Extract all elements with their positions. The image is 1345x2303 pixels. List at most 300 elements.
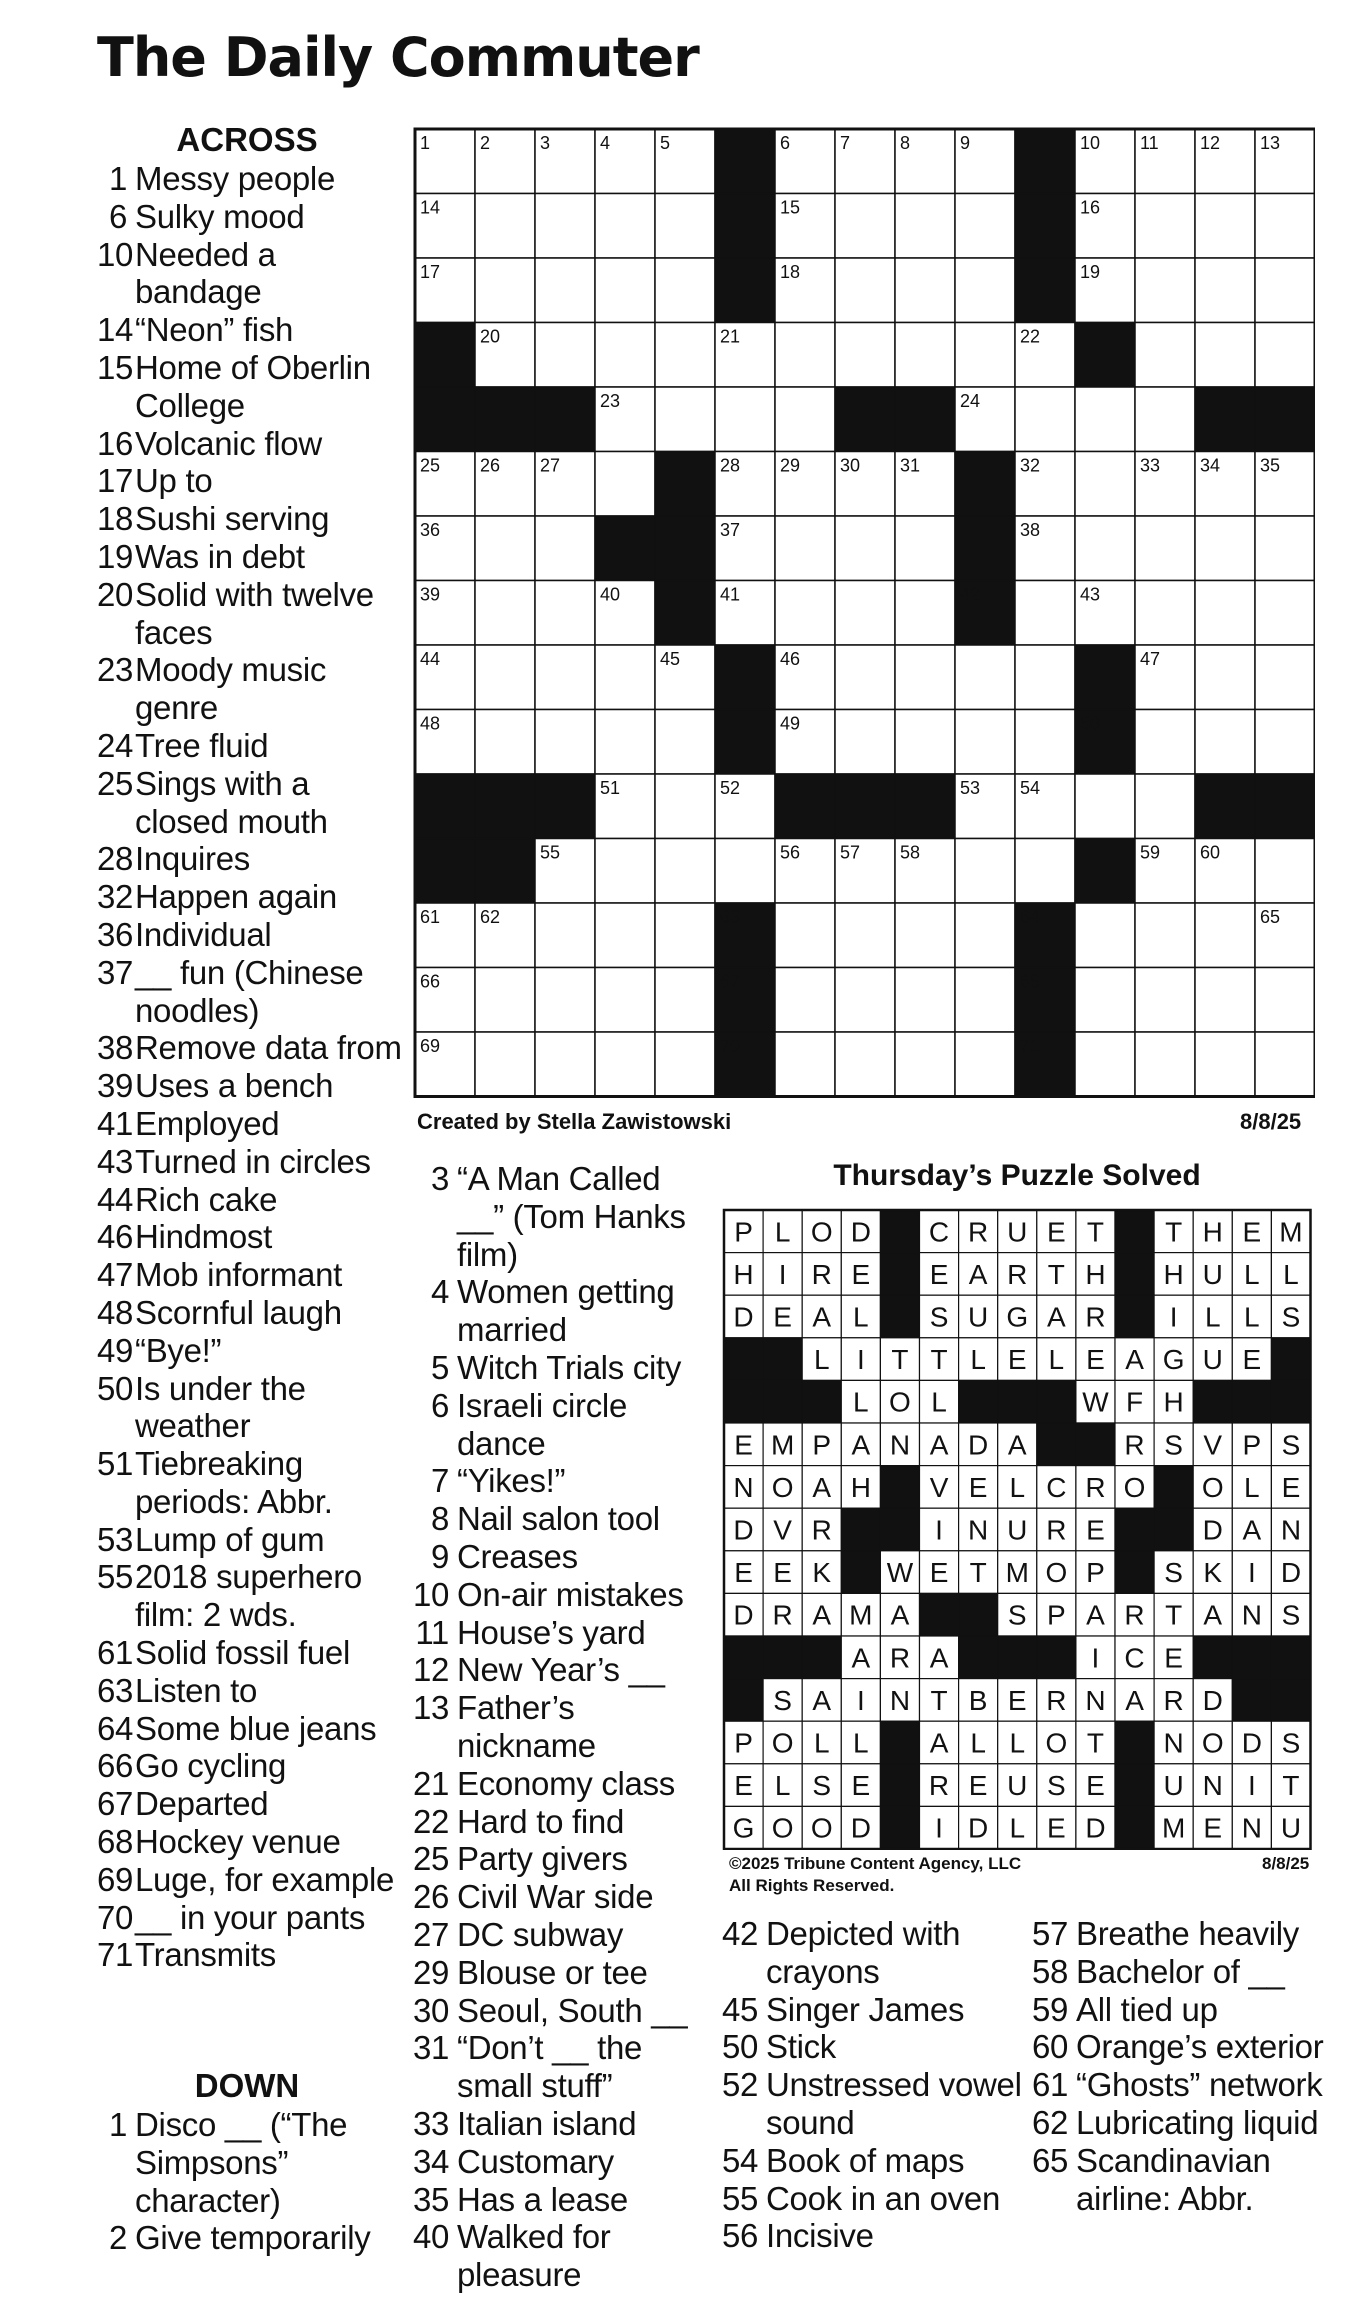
grid-cell[interactable] [595,1032,655,1097]
solution-letter: D [1241,1727,1262,1759]
clue-item [1032,2104,1332,2142]
clue-number: 25 [97,764,134,802]
grid-cell[interactable] [835,645,895,710]
solution-letter: E [851,1770,871,1802]
grid-cell[interactable] [595,839,655,904]
cell-number: 46 [780,649,801,669]
cell-number: 60 [1200,842,1221,863]
across-clue-list [97,160,407,1974]
grid-cell[interactable] [1255,516,1315,581]
grid-cell[interactable] [895,581,955,646]
grid-cell[interactable] [1255,839,1315,904]
clue-text: __ in your pants [135,1898,366,1936]
clue-item [413,1273,713,1349]
cell-number: 44 [420,649,441,669]
grid-cell[interactable] [595,194,655,259]
grid-cell[interactable] [895,710,955,775]
clue-text: Book of maps [766,2141,965,2179]
clue-number: 48 [97,1293,134,1331]
clue-text: Stick [766,2028,837,2066]
solution-letter: T [1086,1727,1105,1759]
grid-cell[interactable] [1195,581,1255,646]
clue-item [413,1689,713,1765]
clue-item [413,1387,713,1463]
black-square [895,387,955,452]
clue-number: 55 [722,2179,759,2217]
solution-black-square [1232,1679,1271,1722]
clue-number: 71 [97,1936,134,1974]
cell-number: 15 [780,197,801,218]
clue-item [97,1143,407,1181]
grid-cell[interactable] [895,516,955,581]
solution-letter: S [1281,1727,1301,1759]
solution-letter: A [929,1727,949,1759]
cell-number: 11 [1140,133,1159,153]
clue-item [1032,2066,1332,2104]
grid-cell[interactable] [715,839,775,904]
grid-cell[interactable] [835,516,895,581]
grid-cell[interactable] [895,194,955,259]
clue-number: 53 [97,1520,134,1558]
clue-item [97,198,407,236]
clue-item [413,1840,713,1878]
clue-text: Give temporarily [135,2219,371,2257]
grid-cell[interactable] [655,387,715,452]
clue-number: 22 [413,1802,450,1840]
grid-cell[interactable] [1255,194,1315,259]
solution-letter: M [1005,1557,1029,1589]
cell-number: 40 [600,584,621,605]
grid-cell[interactable] [1135,387,1195,452]
grid-cell[interactable] [955,710,1015,775]
grid-cell[interactable] [595,258,655,323]
solution-letter: I [856,1684,865,1716]
grid-cell[interactable] [895,258,955,323]
cell-number: 25 [420,455,441,476]
clue-text: Employed [135,1104,280,1142]
grid-cell[interactable] [775,1032,835,1097]
grid-cell[interactable] [1195,323,1255,388]
solution-letter: A [851,1642,871,1674]
solution-black-square [763,1338,802,1381]
cell-number: 51 [600,778,621,798]
grid-cell[interactable] [655,839,715,904]
solution-letter: S [1047,1770,1066,1802]
solution-black-square [880,1210,919,1253]
grid-cell[interactable] [1255,1032,1315,1097]
grid-cell[interactable] [475,516,535,581]
clue-text: Lubricating liquid [1076,2103,1319,2141]
grid-cell[interactable] [595,710,655,775]
clue-number: 28 [97,840,134,878]
grid-cell[interactable] [955,1032,1015,1097]
grid-cell[interactable] [595,903,655,968]
grid-cell[interactable] [595,452,655,517]
grid-cell[interactable] [595,323,655,388]
clue-text: Customary [457,2142,614,2180]
solution-letter: D [1085,1812,1106,1844]
black-square [1015,129,1075,194]
grid-cell[interactable] [535,968,595,1033]
clue-number: 21 [413,1764,450,1802]
clue-item [1032,2028,1332,2066]
clue-number: 45 [722,1990,759,2028]
cell-number: 48 [420,713,441,734]
grid-cell[interactable] [1015,387,1075,452]
grid-cell[interactable] [535,194,595,259]
clue-number: 13 [413,1689,450,1727]
grid-cell[interactable] [835,258,895,323]
grid-cell[interactable] [535,258,595,323]
clue-text: Sings with a closed mouth [135,764,328,840]
clue-text: Women getting married [457,1273,675,1349]
grid-cell[interactable] [475,1032,535,1097]
clue-text: Mob informant [135,1256,343,1294]
clue-text: Italian island [457,2104,637,2142]
clue-number: 30 [413,1991,450,2029]
grid-cell[interactable] [1075,516,1135,581]
grid-cell[interactable] [655,968,715,1033]
cell-number: 18 [780,262,801,282]
cell-number: 52 [720,778,741,798]
solution-letter: E [968,1770,988,1802]
clue-number: 42 [722,1915,759,1952]
solution-letter: L [853,1301,869,1333]
grid-cell[interactable] [1195,645,1255,710]
grid-cell[interactable] [535,1032,595,1097]
grid-cell[interactable] [955,323,1015,388]
solution-letter: R [811,1514,832,1546]
clue-number: 23 [97,651,134,689]
grid-cell[interactable] [835,710,895,775]
grid-cell[interactable] [1135,194,1195,259]
grid-cell[interactable] [1015,839,1075,904]
clue-item [97,765,407,841]
cell-number: 64 [1020,907,1041,927]
solution-letter: P [1047,1599,1066,1631]
grid-cell[interactable] [955,839,1015,904]
solution-letter: M [1161,1812,1186,1844]
cell-number: 38 [1020,520,1041,540]
solution-letter: L [1009,1471,1026,1503]
clue-item [97,538,407,576]
grid-cell[interactable] [535,323,595,388]
clue-text: Orange’s exterior [1076,2028,1324,2066]
clue-number: 35 [413,2180,450,2218]
clue-number: 27 [413,1915,450,1953]
solution-letter: R [811,1258,832,1290]
grid-cell[interactable] [1135,710,1195,775]
grid-cell[interactable] [835,968,895,1033]
clue-item [722,2066,1022,2142]
cell-number: 43 [1080,584,1101,605]
grid-cell[interactable] [595,645,655,710]
clue-text: __ fun (Chinese noodles) [135,953,364,1029]
clue-number: 37 [97,953,134,991]
clue-text: Incisive [766,2217,874,2255]
clue-text: Tree fluid [135,726,269,764]
grid-cell[interactable] [775,581,835,646]
solution-letter: O [771,1471,794,1503]
grid-cell[interactable] [1255,968,1315,1033]
grid-cell[interactable] [775,323,835,388]
grid-cell[interactable] [835,581,895,646]
solution-letter: T [1086,1216,1105,1248]
grid-cell[interactable] [895,323,955,388]
clue-text: DC subway [457,1915,624,1953]
clue-number: 34 [413,2142,450,2180]
solution-black-square [1115,1508,1154,1551]
clue-text: Depicted with crayons [766,1915,961,1990]
grid-cell[interactable] [1075,452,1135,517]
solution-letter: I [935,1812,943,1844]
solution-letter: A [1125,1344,1144,1376]
clue-item [97,462,407,500]
solution-letter: E [851,1258,871,1290]
grid-cell[interactable] [1255,710,1315,775]
cell-number: 68 [1020,971,1041,992]
solution-letter: R [1007,1258,1028,1290]
grid-cell[interactable] [475,581,535,646]
solution-letter: D [850,1216,871,1248]
clue-text: Blouse or tee [457,1953,648,1991]
grid-cell[interactable] [775,968,835,1033]
solution-letter: I [856,1344,865,1376]
clue-item [97,1445,407,1521]
cell-number: 14 [420,197,441,218]
solution-black-square [724,1636,763,1679]
cell-number: 71 [1020,1036,1041,1056]
clue-text: Hindmost [135,1218,272,1256]
solution-letter: P [812,1429,832,1461]
solution-letter: A [968,1258,988,1290]
grid-cell[interactable] [1075,1032,1135,1097]
clue-number: 29 [413,1953,450,1991]
cell-number: 53 [960,778,981,798]
solution-black-square [802,1380,841,1423]
cell-number: 70 [720,1036,741,1056]
grid-cell[interactable] [775,903,835,968]
clue-text: On-air mistakes [457,1575,684,1613]
grid-cell[interactable] [1015,710,1075,775]
grid-cell[interactable] [1255,323,1315,388]
black-square [1255,387,1315,452]
grid-cell[interactable] [775,387,835,452]
clue-item [1032,1915,1332,1953]
grid-cell[interactable] [1075,774,1135,839]
grid-cell[interactable] [1135,903,1195,968]
solution-letter: R [1124,1599,1145,1631]
grid-cell[interactable] [475,645,535,710]
grid-cell[interactable] [1255,258,1315,323]
grid-cell[interactable] [1075,968,1135,1033]
grid-cell[interactable] [1135,258,1195,323]
solution-letter: H [1202,1216,1223,1248]
solution-black-square [1115,1721,1154,1764]
clue-number: 24 [97,726,134,764]
clue-item [722,1991,1022,2029]
black-square [775,774,835,839]
grid-cell[interactable] [775,516,835,581]
cell-number: 28 [720,455,741,476]
grid-cell[interactable] [1195,710,1255,775]
black-square [415,774,475,839]
clue-number: 65 [1032,2141,1069,2179]
cell-number: 33 [1140,455,1161,476]
clue-item [97,916,407,954]
grid-cell[interactable] [1195,516,1255,581]
clue-number: 56 [722,2217,759,2255]
grid-cell[interactable] [955,968,1015,1033]
grid-cell[interactable] [895,645,955,710]
clue-text: Israeli circle dance [457,1386,628,1462]
cell-number: 2 [480,133,491,153]
clue-text: Seoul, South __ [457,1991,688,2029]
solution-letter: U [1007,1514,1028,1546]
grid-cell[interactable] [955,645,1015,710]
clue-number: 43 [97,1142,134,1180]
solution-letter: L [1244,1258,1260,1290]
grid-cell[interactable] [1075,387,1135,452]
solution-letter: T [891,1344,909,1376]
clue-number: 69 [97,1860,134,1898]
down-clue-list-1 [97,2106,407,2257]
across-heading: ACROSS [176,121,318,158]
grid-cell[interactable] [535,645,595,710]
solution-letter: N [733,1471,754,1503]
solution-letter: D [733,1514,754,1546]
cell-number: 23 [600,391,621,411]
grid-cell[interactable] [1135,968,1195,1033]
solution-date: 8/8/25 [1262,1854,1310,1873]
grid-cell[interactable] [1255,645,1315,710]
grid-cell[interactable] [835,1032,895,1097]
cell-number: 57 [840,842,861,863]
grid-cell[interactable] [595,968,655,1033]
clue-text: Some blue jeans [135,1709,377,1747]
solution-black-square [1076,1423,1115,1466]
cell-number: 39 [420,584,441,605]
grid-cell[interactable] [955,903,1015,968]
clue-item [97,1672,407,1710]
clue-item [97,1521,407,1559]
solution-letter: U [1163,1770,1184,1802]
grid-cell[interactable] [835,194,895,259]
grid-cell[interactable] [1135,774,1195,839]
black-square [535,774,595,839]
grid-cell[interactable] [835,903,895,968]
solution-letter: D [1202,1684,1223,1716]
cell-number: 37 [720,520,741,540]
solution-letter: L [1204,1301,1221,1333]
cell-number: 31 [900,455,921,476]
clue-item [413,2029,713,2105]
black-square [835,387,895,452]
clue-number: 61 [97,1634,134,1672]
solution-letter: L [853,1727,869,1759]
grid-cell[interactable] [1195,1032,1255,1097]
grid-cell[interactable] [715,387,775,452]
black-square [1075,645,1135,710]
grid-cell[interactable] [835,323,895,388]
grid-cell[interactable] [895,968,955,1033]
clue-item [413,1576,713,1614]
grid-cell[interactable] [535,581,595,646]
clue-number: 3 [430,1160,449,1197]
grid-cell[interactable] [1195,258,1255,323]
grid-cell[interactable] [655,710,715,775]
grid-cell[interactable] [475,968,535,1033]
masthead-title: The Daily Commuter [97,26,699,89]
grid-cell[interactable] [955,258,1015,323]
clue-item [97,1634,407,1672]
grid-cell[interactable] [535,516,595,581]
grid-cell[interactable] [535,903,595,968]
grid-cell[interactable] [1075,903,1135,968]
clue-text: Tiebreaking periods: Abbr. [135,1445,333,1520]
grid-cell[interactable] [1195,194,1255,259]
grid-cell[interactable] [895,903,955,968]
solution-letter: F [1125,1386,1144,1418]
grid-cell[interactable] [655,258,715,323]
grid-cell[interactable] [655,1032,715,1097]
cell-number: 54 [1020,778,1041,798]
grid-cell[interactable] [1195,968,1255,1033]
cell-number: 56 [780,842,801,863]
clue-number: 39 [97,1067,134,1105]
crossword-grid[interactable] [413,127,1315,1101]
solution-black-square [1271,1679,1310,1722]
grid-cell[interactable] [655,903,715,968]
grid-cell[interactable] [1015,645,1075,710]
solution-letter: R [772,1599,793,1631]
clue-number: 59 [1032,1990,1069,2028]
black-square [1075,839,1135,904]
grid-cell[interactable] [1135,323,1195,388]
clue-text: “Neon” fish [135,311,294,349]
grid-cell[interactable] [1255,581,1315,646]
grid-cell[interactable] [475,258,535,323]
grid-cell[interactable] [895,1032,955,1097]
clue-number: 11 [415,1613,449,1651]
solution-letter: D [733,1599,754,1631]
grid-cell[interactable] [955,194,1015,259]
grid-cell[interactable] [475,194,535,259]
grid-cell[interactable] [1015,581,1075,646]
clue-item [97,840,407,878]
cell-number: 50 [1080,713,1101,734]
grid-cell[interactable] [1135,581,1195,646]
grid-cell[interactable] [1135,516,1195,581]
clue-item [97,1747,407,1785]
solution-letter: E [1086,1344,1105,1376]
grid-cell[interactable] [1135,1032,1195,1097]
solution-letter: R [928,1770,950,1802]
grid-cell[interactable] [535,710,595,775]
clue-number: 5 [430,1348,449,1386]
grid-cell[interactable] [475,710,535,775]
grid-cell[interactable] [655,323,715,388]
solution-black-square [998,1636,1037,1679]
grid-cell[interactable] [655,194,715,259]
solution-black-square [763,1380,802,1423]
clue-text: Volcanic flow [135,424,322,462]
grid-cell[interactable] [655,774,715,839]
solution-letter: H [1163,1386,1184,1418]
grid-cell[interactable] [1195,903,1255,968]
black-square [1195,774,1255,839]
clue-text: Scandinavian airline: Abbr. [1076,2141,1271,2217]
